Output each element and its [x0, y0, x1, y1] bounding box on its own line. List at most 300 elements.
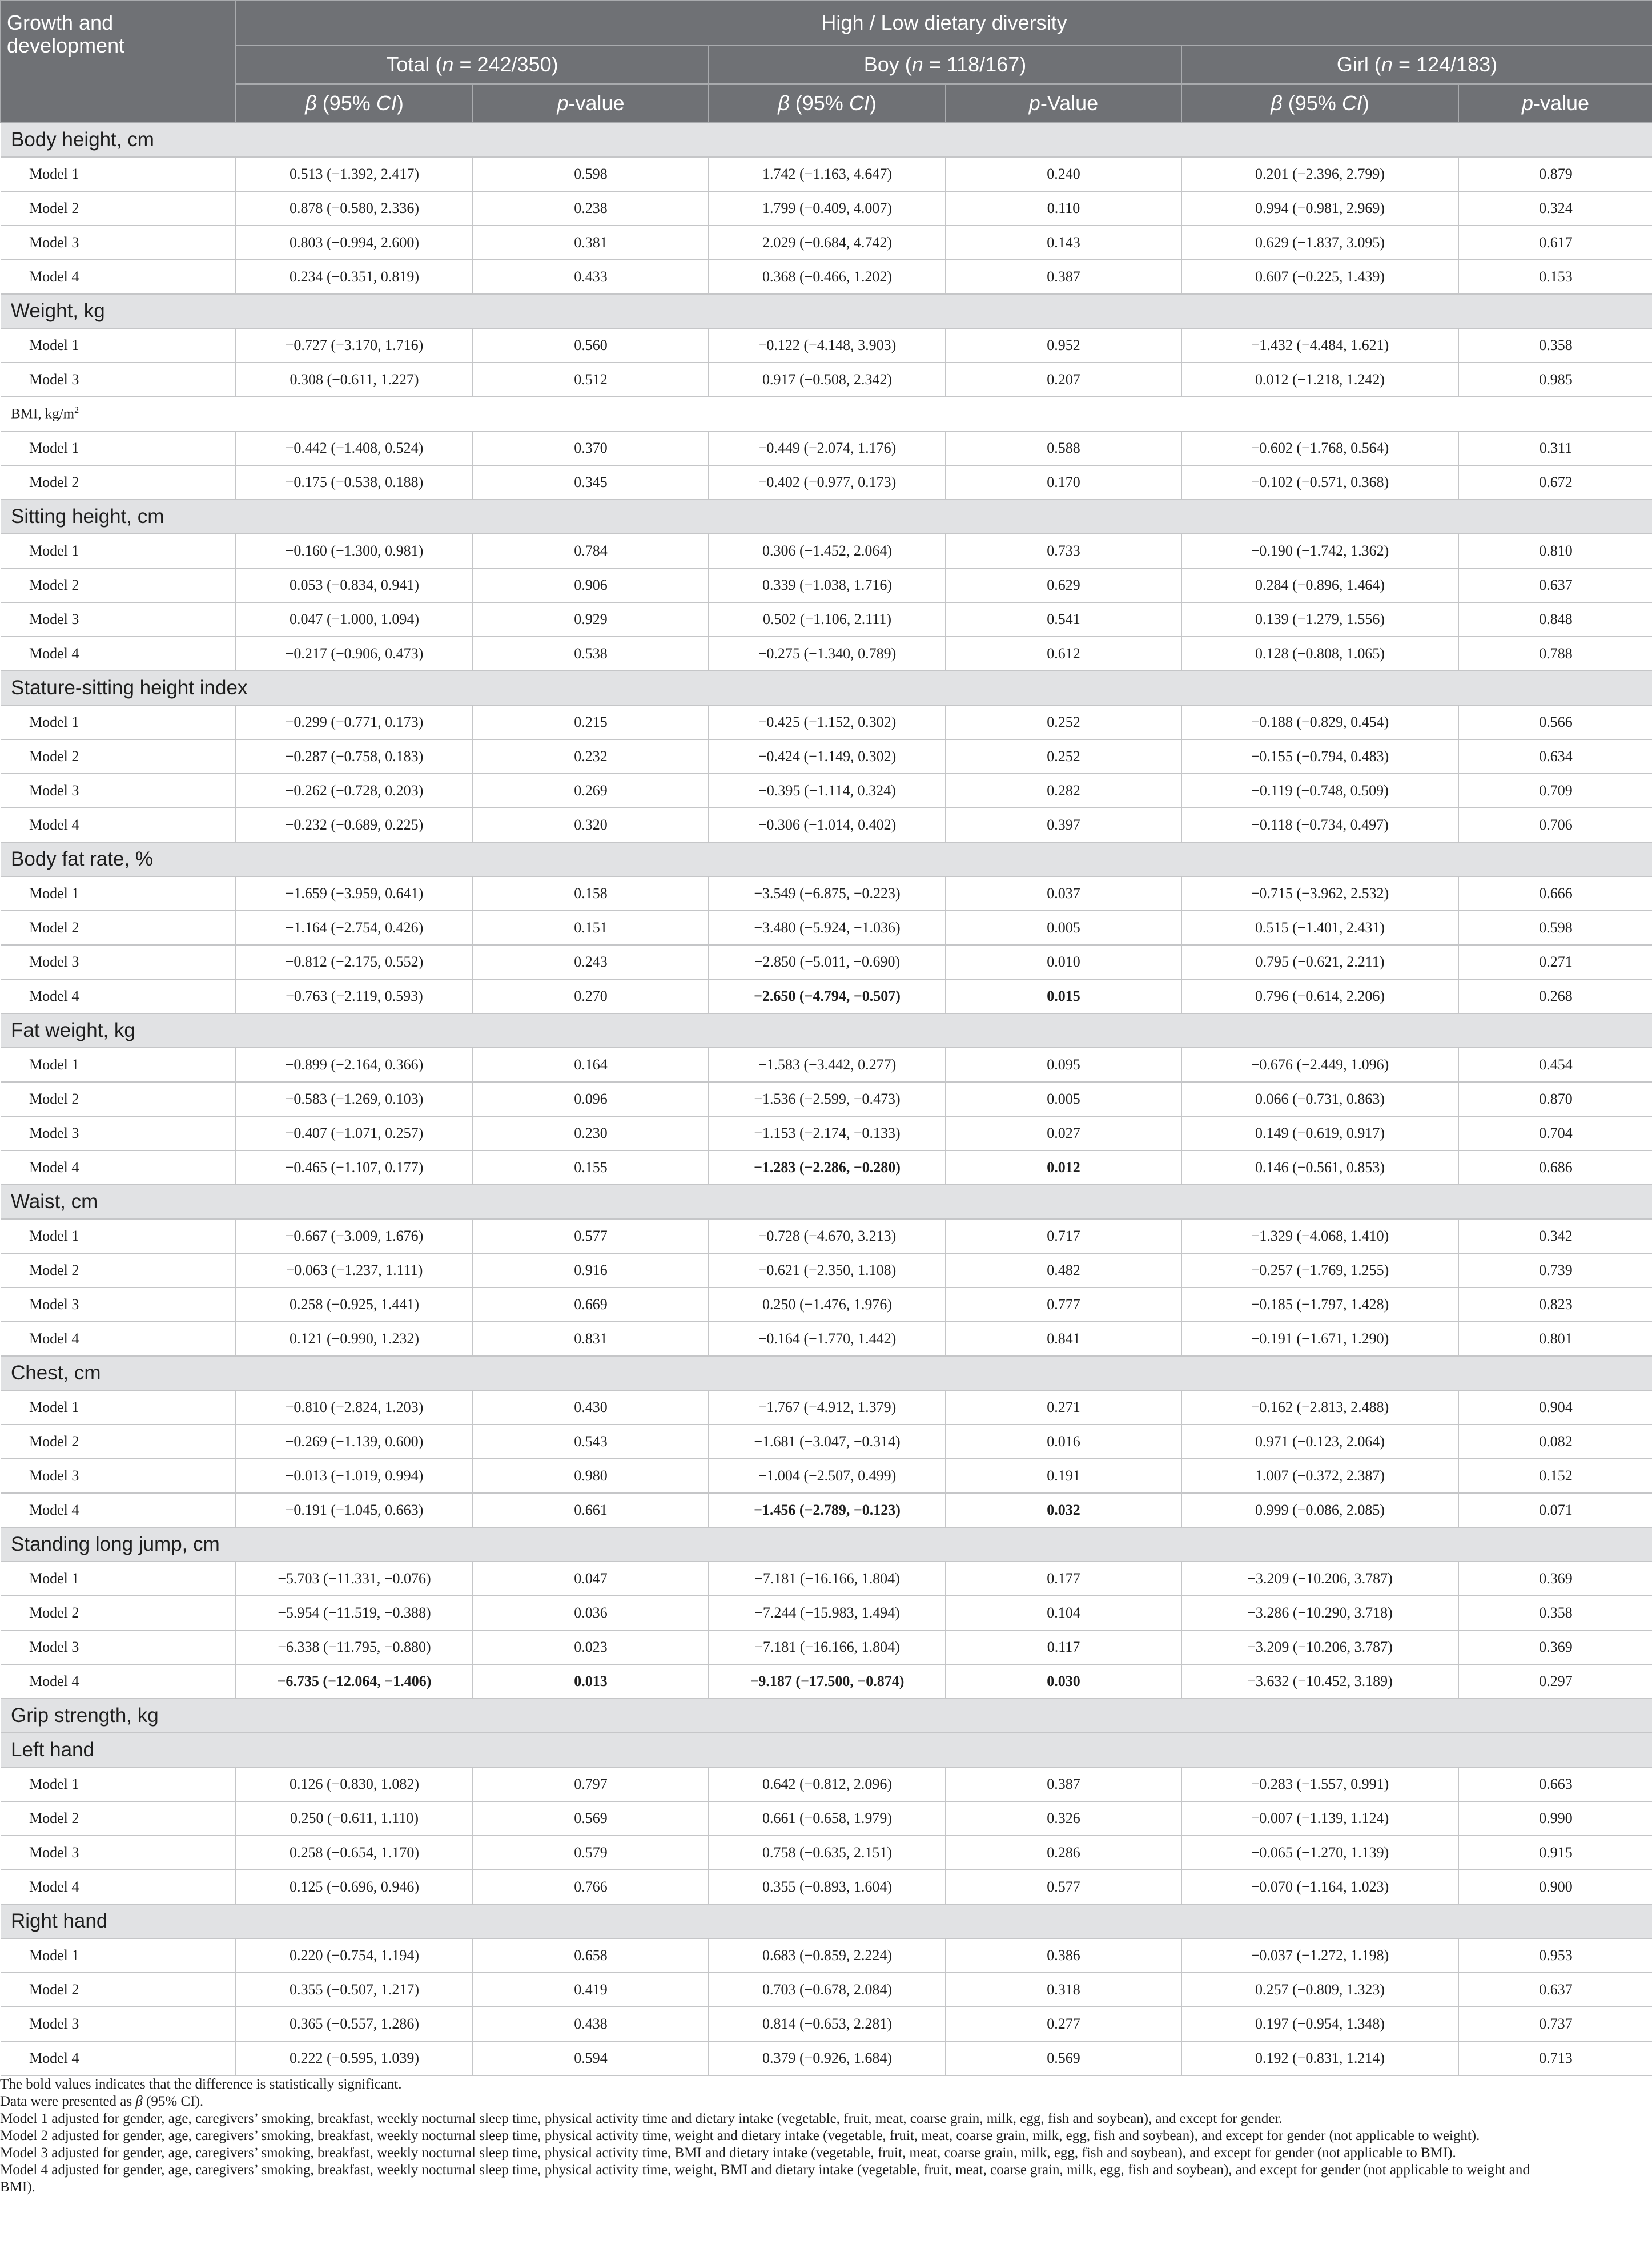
total-beta-cell: −0.063 (−1.237, 1.111): [236, 1253, 473, 1288]
girl-beta-cell: −0.190 (−1.742, 1.362): [1181, 534, 1458, 568]
boy-pvalue-cell: 0.117: [946, 1630, 1181, 1664]
table-row: [1, 328, 1652, 363]
girl-beta-cell: 0.796 (−0.614, 2.206): [1181, 979, 1458, 1013]
footnote-bold: The bold values indicates that the difference is statistically significant.: [0, 2077, 402, 2092]
girl-pvalue-cell: 0.985: [1458, 363, 1652, 397]
girl-beta-cell: 0.012 (−1.218, 1.242): [1181, 363, 1458, 397]
model-label: Model 3: [1, 1836, 236, 1870]
subgroup-total: Total (n = 242/350): [236, 45, 709, 84]
section-row: [1, 397, 1652, 431]
boy-beta-cell: −0.621 (−2.350, 1.108): [709, 1253, 946, 1288]
girl-beta-cell: −1.432 (−4.484, 1.621): [1181, 328, 1458, 363]
model-label: Model 2: [1, 1082, 236, 1116]
girl-pvalue-cell: 0.342: [1458, 1219, 1652, 1253]
girl-beta-cell: −3.209 (−10.206, 3.787): [1181, 1630, 1458, 1664]
total-beta-cell: 0.258 (−0.925, 1.441): [236, 1288, 473, 1322]
girl-pvalue-cell: 0.324: [1458, 191, 1652, 226]
girl-beta-cell: −3.209 (−10.206, 3.787): [1181, 1562, 1458, 1596]
total-beta-cell: 0.803 (−0.994, 2.600): [236, 226, 473, 260]
total-pvalue-cell: 0.797: [473, 1767, 709, 1801]
total-beta-cell: −0.175 (−0.538, 0.188): [236, 465, 473, 500]
section-row: [1, 1733, 1652, 1767]
total-beta-cell: 0.222 (−0.595, 1.039): [236, 2041, 473, 2075]
section-row: [1, 842, 1652, 876]
boy-pvalue-cell: 0.032: [946, 1493, 1181, 1527]
table-row: [1, 1767, 1652, 1801]
total-beta-cell: −0.465 (−1.107, 0.177): [236, 1150, 473, 1185]
total-pvalue-cell: 0.598: [473, 157, 709, 191]
total-pvalue-cell: 0.579: [473, 1836, 709, 1870]
boy-pvalue-cell: 0.104: [946, 1596, 1181, 1630]
girl-beta-cell: −0.119 (−0.748, 0.509): [1181, 774, 1458, 808]
girl-beta-cell: −0.257 (−1.769, 1.255): [1181, 1253, 1458, 1288]
table-row: [1, 1562, 1652, 1596]
section-title: Body fat rate, %: [1, 842, 1652, 876]
section-title: BMI, $kg/m^2$: [1, 397, 1652, 431]
table-row: [1, 2007, 1652, 2041]
table-row: [1, 1664, 1652, 1699]
girl-beta-cell: 1.007 (−0.372, 2.387): [1181, 1459, 1458, 1493]
boy-beta-cell: 0.250 (−1.476, 1.976): [709, 1288, 946, 1322]
girl-beta-cell: 0.515 (−1.401, 2.431): [1181, 911, 1458, 945]
boy-beta-cell: −7.244 (−15.983, 1.494): [709, 1596, 946, 1630]
total-beta-cell: −0.269 (−1.139, 0.600): [236, 1425, 473, 1459]
girl-beta-cell: 0.197 (−0.954, 1.348): [1181, 2007, 1458, 2041]
total-beta-cell: −0.232 (−0.689, 0.225): [236, 808, 473, 842]
girl-pvalue-cell: 0.153: [1458, 260, 1652, 294]
girl-beta-cell: −0.283 (−1.557, 0.991): [1181, 1767, 1458, 1801]
total-beta-cell: −1.659 (−3.959, 0.641): [236, 876, 473, 911]
table-row: [1, 1801, 1652, 1836]
table-row: [1, 1836, 1652, 1870]
girl-pvalue-cell: 0.297: [1458, 1664, 1652, 1699]
total-pvalue-cell: 0.232: [473, 739, 709, 774]
total-pvalue-cell: 0.381: [473, 226, 709, 260]
model-label: Model 1: [1, 1767, 236, 1801]
boy-pvalue-cell: 0.286: [946, 1836, 1181, 1870]
girl-beta-cell: 0.994 (−0.981, 2.969): [1181, 191, 1458, 226]
girl-beta-cell: 0.149 (−0.619, 0.917): [1181, 1116, 1458, 1150]
boy-beta-cell: 0.368 (−0.466, 1.202): [709, 260, 946, 294]
model-label: Model 4: [1, 1493, 236, 1527]
boy-beta-cell: −1.583 (−3.442, 0.277): [709, 1048, 946, 1082]
boy-pvalue-cell: 0.110: [946, 191, 1181, 226]
girl-pvalue-cell: 0.663: [1458, 1767, 1652, 1801]
total-beta-cell: −5.703 (−11.331, −0.076): [236, 1562, 473, 1596]
section-title: Left hand: [1, 1733, 1652, 1767]
pvalue-header-total: p-value: [473, 84, 709, 123]
total-pvalue-cell: 0.577: [473, 1219, 709, 1253]
girl-beta-cell: −3.632 (−10.452, 3.189): [1181, 1664, 1458, 1699]
girl-pvalue-cell: 0.311: [1458, 431, 1652, 465]
girl-pvalue-cell: 0.953: [1458, 1938, 1652, 1973]
section-row: [1, 1013, 1652, 1048]
girl-pvalue-cell: 0.810: [1458, 534, 1652, 568]
boy-beta-cell: 1.742 (−1.163, 4.647): [709, 157, 946, 191]
total-beta-cell: −0.899 (−2.164, 0.366): [236, 1048, 473, 1082]
girl-beta-cell: 0.066 (−0.731, 0.863): [1181, 1082, 1458, 1116]
total-pvalue-cell: 0.569: [473, 1801, 709, 1836]
girl-beta-cell: −0.676 (−2.449, 1.096): [1181, 1048, 1458, 1082]
total-beta-cell: 0.355 (−0.507, 1.217): [236, 1973, 473, 2007]
total-pvalue-cell: 0.433: [473, 260, 709, 294]
section-row: [1, 1699, 1652, 1733]
table-row: [1, 1596, 1652, 1630]
boy-beta-cell: 0.355 (−0.893, 1.604): [709, 1870, 946, 1904]
total-beta-cell: −0.160 (−1.300, 0.981): [236, 534, 473, 568]
table-row: [1, 1630, 1652, 1664]
section-title: Right hand: [1, 1904, 1652, 1938]
total-beta-cell: −6.338 (−11.795, −0.880): [236, 1630, 473, 1664]
table-row: [1, 637, 1652, 671]
footnote-model-3: Model 3 adjusted for gender, age, caregivers’ smoking, breakfast, weekly nocturnal sleep time, physical activity time, BMI and dietary intake (vegetable, fruit, meat, coarse grain, milk, egg, fish and soybean), and except for gender (not applicable to BMI).: [0, 2145, 1456, 2160]
girl-beta-cell: −1.329 (−4.068, 1.410): [1181, 1219, 1458, 1253]
total-pvalue-cell: 0.320: [473, 808, 709, 842]
total-pvalue-cell: 0.238: [473, 191, 709, 226]
total-beta-cell: 0.365 (−0.557, 1.286): [236, 2007, 473, 2041]
model-label: Model 1: [1, 157, 236, 191]
girl-beta-cell: −0.007 (−1.139, 1.124): [1181, 1801, 1458, 1836]
girl-pvalue-cell: 0.870: [1458, 1082, 1652, 1116]
total-beta-cell: −0.407 (−1.071, 0.257): [236, 1116, 473, 1150]
girl-beta-cell: 0.795 (−0.621, 2.211): [1181, 945, 1458, 979]
total-pvalue-cell: 0.419: [473, 1973, 709, 2007]
girl-beta-cell: −0.191 (−1.671, 1.290): [1181, 1322, 1458, 1356]
subgroup-girl: Girl (n = 124/183): [1181, 45, 1652, 84]
section-title: Fat weight, kg: [1, 1013, 1652, 1048]
model-label: Model 3: [1, 1459, 236, 1493]
boy-pvalue-cell: 0.629: [946, 568, 1181, 602]
boy-pvalue-cell: 0.015: [946, 979, 1181, 1013]
total-pvalue-cell: 0.013: [473, 1664, 709, 1699]
boy-pvalue-cell: 0.318: [946, 1973, 1181, 2007]
girl-pvalue-cell: 0.704: [1458, 1116, 1652, 1150]
total-pvalue-cell: 0.543: [473, 1425, 709, 1459]
girl-pvalue-cell: 0.454: [1458, 1048, 1652, 1082]
section-row: [1, 1185, 1652, 1219]
girl-pvalue-cell: 0.598: [1458, 911, 1652, 945]
total-beta-cell: −0.217 (−0.906, 0.473): [236, 637, 473, 671]
girl-beta-cell: 0.128 (−0.808, 1.065): [1181, 637, 1458, 671]
boy-beta-cell: −9.187 (−17.500, −0.874): [709, 1664, 946, 1699]
girl-pvalue-cell: 0.788: [1458, 637, 1652, 671]
boy-pvalue-cell: 0.095: [946, 1048, 1181, 1082]
model-label: Model 3: [1, 1116, 236, 1150]
total-beta-cell: 0.125 (−0.696, 0.946): [236, 1870, 473, 1904]
table-row: [1, 1938, 1652, 1973]
table-row: [1, 260, 1652, 294]
section-title: Grip strength, kg: [1, 1699, 1652, 1733]
boy-pvalue-cell: 0.733: [946, 534, 1181, 568]
girl-beta-cell: 0.192 (−0.831, 1.214): [1181, 2041, 1458, 2075]
table-row: [1, 1390, 1652, 1425]
boy-beta-cell: −0.728 (−4.670, 3.213): [709, 1219, 946, 1253]
girl-pvalue-cell: 0.990: [1458, 1801, 1652, 1836]
model-label: Model 4: [1, 637, 236, 671]
boy-beta-cell: 1.799 (−0.409, 4.007): [709, 191, 946, 226]
total-beta-cell: −5.954 (−11.519, −0.388): [236, 1596, 473, 1630]
boy-pvalue-cell: 0.326: [946, 1801, 1181, 1836]
total-beta-cell: −0.763 (−2.119, 0.593): [236, 979, 473, 1013]
model-label: Model 4: [1, 1664, 236, 1699]
boy-beta-cell: −0.449 (−2.074, 1.176): [709, 431, 946, 465]
boy-beta-cell: 2.029 (−0.684, 4.742): [709, 226, 946, 260]
table-row: [1, 876, 1652, 911]
girl-beta-cell: −0.155 (−0.794, 0.483): [1181, 739, 1458, 774]
girl-pvalue-cell: 0.617: [1458, 226, 1652, 260]
girl-beta-cell: −0.070 (−1.164, 1.023): [1181, 1870, 1458, 1904]
boy-beta-cell: −1.004 (−2.507, 0.499): [709, 1459, 946, 1493]
total-pvalue-cell: 0.906: [473, 568, 709, 602]
footnote-model-2: Model 2 adjusted for gender, age, caregivers’ smoking, breakfast, weekly nocturnal sleep time, physical activity time, weight and dietary intake (vegetable, fruit, meat, coarse grain, milk, egg, fish and soybean), and except for gender (not applicable to weight).: [0, 2128, 1480, 2143]
table-row: [1, 1425, 1652, 1459]
girl-pvalue-cell: 0.709: [1458, 774, 1652, 808]
girl-pvalue-cell: 0.672: [1458, 465, 1652, 500]
total-pvalue-cell: 0.784: [473, 534, 709, 568]
table-row: [1, 1459, 1652, 1493]
total-pvalue-cell: 0.538: [473, 637, 709, 671]
girl-pvalue-cell: 0.637: [1458, 568, 1652, 602]
total-beta-cell: −0.299 (−0.771, 0.173): [236, 705, 473, 739]
girl-beta-cell: −0.162 (−2.813, 2.488): [1181, 1390, 1458, 1425]
boy-beta-cell: −0.164 (−1.770, 1.442): [709, 1322, 946, 1356]
total-pvalue-cell: 0.023: [473, 1630, 709, 1664]
total-beta-cell: 0.250 (−0.611, 1.110): [236, 1801, 473, 1836]
subgroup-boy: Boy (n = 118/167): [709, 45, 1181, 84]
boy-pvalue-cell: 0.588: [946, 431, 1181, 465]
model-label: Model 1: [1, 1048, 236, 1082]
table-row: [1, 2041, 1652, 2075]
boy-pvalue-cell: 0.252: [946, 705, 1181, 739]
group-title: High / Low dietary diversity: [236, 1, 1652, 45]
model-label: Model 3: [1, 1630, 236, 1664]
boy-beta-cell: −0.306 (−1.014, 0.402): [709, 808, 946, 842]
model-label: Model 2: [1, 465, 236, 500]
total-beta-cell: −0.810 (−2.824, 1.203): [236, 1390, 473, 1425]
table-row: [1, 534, 1652, 568]
boy-pvalue-cell: 0.387: [946, 1767, 1181, 1801]
model-label: Model 3: [1, 602, 236, 637]
boy-pvalue-cell: 0.143: [946, 226, 1181, 260]
girl-pvalue-cell: 0.369: [1458, 1630, 1652, 1664]
corner-header: [1, 1, 236, 123]
total-beta-cell: 0.126 (−0.830, 1.082): [236, 1767, 473, 1801]
girl-pvalue-cell: 0.358: [1458, 328, 1652, 363]
table-row: [1, 979, 1652, 1013]
total-pvalue-cell: 0.831: [473, 1322, 709, 1356]
table-row: [1, 226, 1652, 260]
model-label: Model 1: [1, 1390, 236, 1425]
table-row: [1, 568, 1652, 602]
boy-beta-cell: −0.402 (−0.977, 0.173): [709, 465, 946, 500]
girl-beta-cell: 0.607 (−0.225, 1.439): [1181, 260, 1458, 294]
girl-beta-cell: −0.065 (−1.270, 1.139): [1181, 1836, 1458, 1870]
section-title: Waist, cm: [1, 1185, 1652, 1219]
girl-beta-cell: −0.118 (−0.734, 0.497): [1181, 808, 1458, 842]
girl-beta-cell: −0.185 (−1.797, 1.428): [1181, 1288, 1458, 1322]
model-label: Model 4: [1, 260, 236, 294]
total-beta-cell: −0.583 (−1.269, 0.103): [236, 1082, 473, 1116]
girl-pvalue-cell: 0.082: [1458, 1425, 1652, 1459]
table-row: [1, 911, 1652, 945]
total-pvalue-cell: 0.155: [473, 1150, 709, 1185]
model-label: Model 3: [1, 1288, 236, 1322]
model-label: Model 2: [1, 1801, 236, 1836]
total-beta-cell: 0.053 (−0.834, 0.941): [236, 568, 473, 602]
total-pvalue-cell: 0.230: [473, 1116, 709, 1150]
boy-beta-cell: −7.181 (−16.166, 1.804): [709, 1630, 946, 1664]
model-label: Model 3: [1, 774, 236, 808]
total-beta-cell: −0.013 (−1.019, 0.994): [236, 1459, 473, 1493]
girl-pvalue-cell: 0.823: [1458, 1288, 1652, 1322]
model-label: Model 1: [1, 705, 236, 739]
girl-pvalue-cell: 0.637: [1458, 1973, 1652, 2007]
boy-beta-cell: 0.703 (−0.678, 2.084): [709, 1973, 946, 2007]
boy-beta-cell: 0.917 (−0.508, 2.342): [709, 363, 946, 397]
boy-pvalue-cell: 0.005: [946, 1082, 1181, 1116]
total-pvalue-cell: 0.164: [473, 1048, 709, 1082]
boy-beta-cell: −1.536 (−2.599, −0.473): [709, 1082, 946, 1116]
total-beta-cell: −0.727 (−3.170, 1.716): [236, 328, 473, 363]
boy-beta-cell: 0.502 (−1.106, 2.111): [709, 602, 946, 637]
corner-line-2: development: [7, 34, 125, 57]
total-pvalue-cell: 0.658: [473, 1938, 709, 1973]
boy-pvalue-cell: 0.841: [946, 1322, 1181, 1356]
total-pvalue-cell: 0.243: [473, 945, 709, 979]
total-pvalue-cell: 0.661: [473, 1493, 709, 1527]
total-pvalue-cell: 0.370: [473, 431, 709, 465]
table-row: [1, 1219, 1652, 1253]
girl-pvalue-cell: 0.686: [1458, 1150, 1652, 1185]
girl-pvalue-cell: 0.358: [1458, 1596, 1652, 1630]
boy-pvalue-cell: 0.016: [946, 1425, 1181, 1459]
girl-pvalue-cell: 0.900: [1458, 1870, 1652, 1904]
boy-pvalue-cell: 0.541: [946, 602, 1181, 637]
model-label: Model 1: [1, 328, 236, 363]
table-row: [1, 774, 1652, 808]
model-label: Model 2: [1, 568, 236, 602]
girl-beta-cell: 0.139 (−1.279, 1.556): [1181, 602, 1458, 637]
boy-beta-cell: 0.642 (−0.812, 2.096): [709, 1767, 946, 1801]
boy-pvalue-cell: 0.612: [946, 637, 1181, 671]
total-pvalue-cell: 0.560: [473, 328, 709, 363]
boy-pvalue-cell: 0.012: [946, 1150, 1181, 1185]
table-footnotes: [0, 2076, 1645, 2196]
total-pvalue-cell: 0.766: [473, 1870, 709, 1904]
model-label: Model 2: [1, 1253, 236, 1288]
table-row: [1, 1870, 1652, 1904]
boy-beta-cell: −1.681 (−3.047, −0.314): [709, 1425, 946, 1459]
girl-pvalue-cell: 0.915: [1458, 1836, 1652, 1870]
total-pvalue-cell: 0.980: [473, 1459, 709, 1493]
girl-beta-cell: −0.037 (−1.272, 1.198): [1181, 1938, 1458, 1973]
table-row: [1, 705, 1652, 739]
section-row: [1, 1356, 1652, 1390]
boy-beta-cell: −3.480 (−5.924, −1.036): [709, 911, 946, 945]
total-beta-cell: 0.878 (−0.580, 2.336): [236, 191, 473, 226]
girl-pvalue-cell: 0.271: [1458, 945, 1652, 979]
total-beta-cell: 0.308 (−0.611, 1.227): [236, 363, 473, 397]
table-row: [1, 1048, 1652, 1082]
total-pvalue-cell: 0.594: [473, 2041, 709, 2075]
boy-beta-cell: 0.661 (−0.658, 1.979): [709, 1801, 946, 1836]
total-beta-cell: −0.442 (−1.408, 0.524): [236, 431, 473, 465]
section-title: Standing long jump, cm: [1, 1527, 1652, 1562]
beta-header-total: β (95% CI): [236, 84, 473, 123]
total-beta-cell: −0.287 (−0.758, 0.183): [236, 739, 473, 774]
footnote-model-1: Model 1 adjusted for gender, age, caregivers’ smoking, breakfast, weekly nocturnal sleep time, physical activity time and dietary intake (vegetable, fruit, meat, coarse grain, milk, egg, fish and soybean), and except for gender.: [0, 2111, 1283, 2126]
model-label: Model 2: [1, 911, 236, 945]
boy-beta-cell: 0.814 (−0.653, 2.281): [709, 2007, 946, 2041]
boy-pvalue-cell: 0.277: [946, 2007, 1181, 2041]
boy-pvalue-cell: 0.282: [946, 774, 1181, 808]
footnote-presented: Data were presented as β (95% CI).: [0, 2094, 204, 2109]
boy-pvalue-cell: 0.777: [946, 1288, 1181, 1322]
pvalue-header-boy: p-Value: [946, 84, 1181, 123]
girl-beta-cell: 0.971 (−0.123, 2.064): [1181, 1425, 1458, 1459]
section-title: Chest, cm: [1, 1356, 1652, 1390]
model-label: Model 2: [1, 1596, 236, 1630]
boy-pvalue-cell: 0.170: [946, 465, 1181, 500]
table-row: [1, 739, 1652, 774]
boy-beta-cell: −0.275 (−1.340, 0.789): [709, 637, 946, 671]
section-row: [1, 671, 1652, 705]
girl-pvalue-cell: 0.566: [1458, 705, 1652, 739]
boy-pvalue-cell: 0.387: [946, 260, 1181, 294]
section-title: Body height, cm: [1, 123, 1652, 157]
boy-beta-cell: −1.767 (−4.912, 1.379): [709, 1390, 946, 1425]
boy-pvalue-cell: 0.952: [946, 328, 1181, 363]
girl-beta-cell: 0.201 (−2.396, 2.799): [1181, 157, 1458, 191]
total-pvalue-cell: 0.430: [473, 1390, 709, 1425]
table-row: [1, 431, 1652, 465]
table-body: [1, 123, 1652, 2075]
boy-beta-cell: −3.549 (−6.875, −0.223): [709, 876, 946, 911]
girl-pvalue-cell: 0.713: [1458, 2041, 1652, 2075]
table-row: [1, 191, 1652, 226]
section-title: Sitting height, cm: [1, 500, 1652, 534]
total-beta-cell: −0.191 (−1.045, 0.663): [236, 1493, 473, 1527]
table-row: [1, 1253, 1652, 1288]
pvalue-header-girl: p-value: [1458, 84, 1652, 123]
girl-beta-cell: 0.629 (−1.837, 3.095): [1181, 226, 1458, 260]
total-pvalue-cell: 0.158: [473, 876, 709, 911]
total-beta-cell: 0.047 (−1.000, 1.094): [236, 602, 473, 637]
girl-beta-cell: −3.286 (−10.290, 3.718): [1181, 1596, 1458, 1630]
footnote-model-4-cont: BMI).: [0, 2179, 35, 2195]
table-row: [1, 1082, 1652, 1116]
boy-beta-cell: −7.181 (−16.166, 1.804): [709, 1562, 946, 1596]
boy-beta-cell: 0.379 (−0.926, 1.684): [709, 2041, 946, 2075]
girl-beta-cell: 0.284 (−0.896, 1.464): [1181, 568, 1458, 602]
table-row: [1, 1150, 1652, 1185]
beta-header-boy: β (95% CI): [709, 84, 946, 123]
boy-beta-cell: −0.424 (−1.149, 0.302): [709, 739, 946, 774]
girl-pvalue-cell: 0.706: [1458, 808, 1652, 842]
total-pvalue-cell: 0.215: [473, 705, 709, 739]
boy-beta-cell: −0.425 (−1.152, 0.302): [709, 705, 946, 739]
boy-pvalue-cell: 0.177: [946, 1562, 1181, 1596]
total-pvalue-cell: 0.269: [473, 774, 709, 808]
boy-beta-cell: −1.153 (−2.174, −0.133): [709, 1116, 946, 1150]
girl-beta-cell: −0.188 (−0.829, 0.454): [1181, 705, 1458, 739]
table-row: [1, 157, 1652, 191]
model-label: Model 3: [1, 226, 236, 260]
boy-pvalue-cell: 0.030: [946, 1664, 1181, 1699]
girl-pvalue-cell: 0.071: [1458, 1493, 1652, 1527]
model-label: Model 1: [1, 1938, 236, 1973]
boy-pvalue-cell: 0.271: [946, 1390, 1181, 1425]
